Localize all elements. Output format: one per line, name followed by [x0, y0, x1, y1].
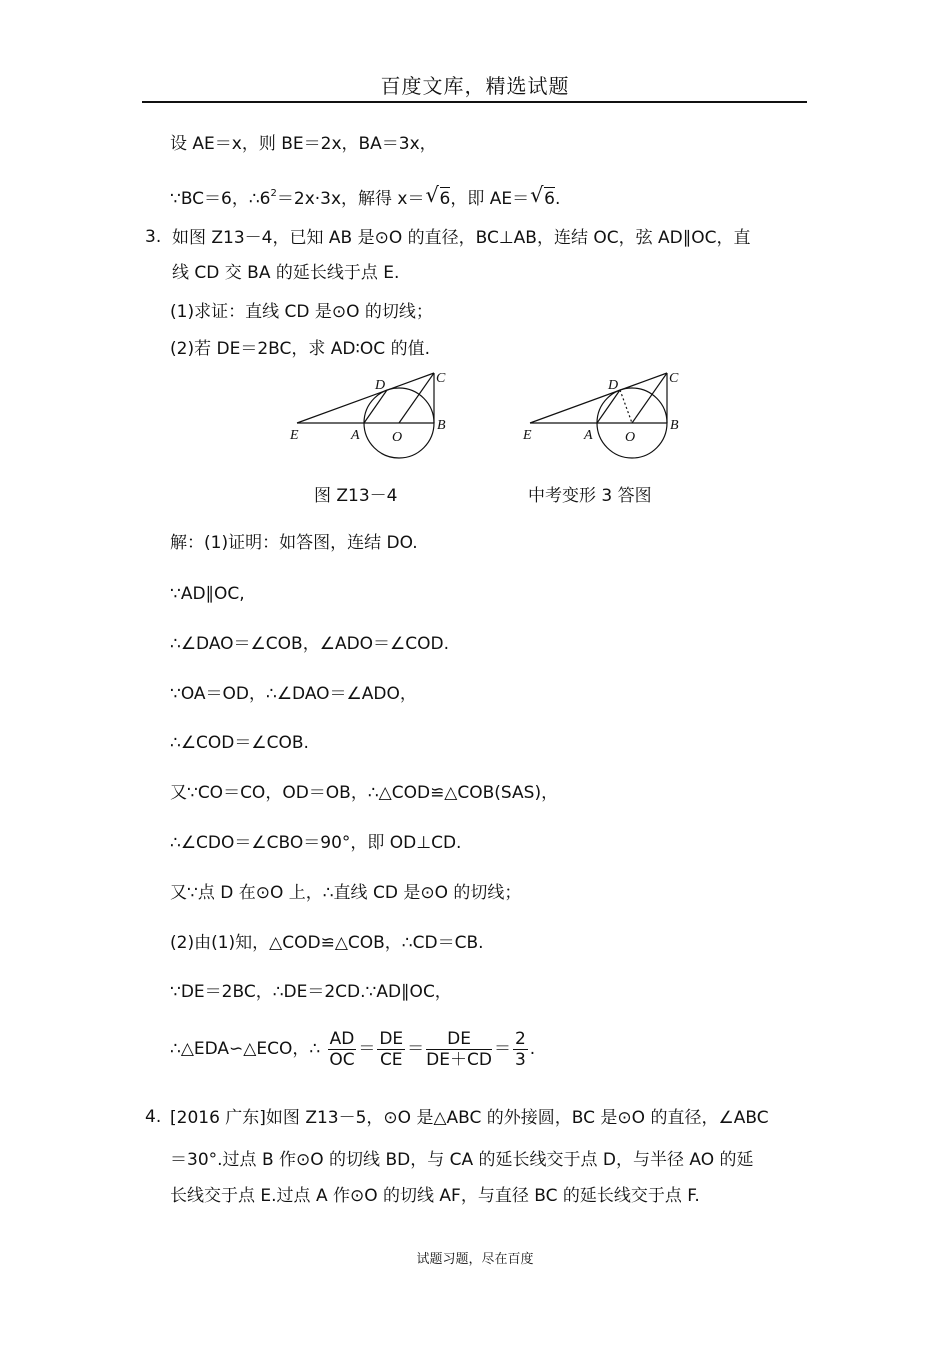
question-4-text-line1: [2016 广东]如图 Z13－5，⊙O 是△ABC 的外接圆，BC 是⊙O 的直径，∠ABC — [170, 1108, 769, 1128]
segment-oc — [632, 373, 667, 423]
solution-line-2: ∵AD∥OC, — [170, 584, 245, 604]
label-a: A — [584, 428, 593, 443]
equals: ＝ — [358, 1039, 376, 1059]
fraction-de-ce — [377, 1029, 405, 1070]
label-c: C — [669, 371, 679, 386]
figure-caption-1: 图 Z13－4 — [314, 486, 398, 506]
question-3-part2: (2)若 DE＝2BC，求 AD∶OC 的值. — [170, 339, 430, 359]
fraction-de-sum — [426, 1029, 492, 1070]
solution-line-3: ∴∠DAO＝∠COB，∠ADO＝∠COD. — [170, 634, 450, 654]
equals: ＝ — [493, 1039, 511, 1059]
equals: ＝ — [407, 1039, 425, 1059]
solution-line-1: 解：(1)证明：如答图，连结 DO. — [170, 533, 418, 553]
radicand: 6 — [439, 189, 451, 209]
label-d: D — [375, 378, 386, 393]
line-ec — [530, 373, 667, 423]
line-ec — [297, 373, 434, 423]
radicand: 6 — [544, 189, 555, 209]
label-c: C — [436, 371, 446, 386]
label-o: O — [625, 430, 636, 445]
geometry-figure-answer — [518, 365, 688, 470]
denominator: DE＋CD — [426, 1049, 492, 1070]
question-4-text-line2: ＝30°.过点 B 作⊙O 的切线 BD，与 CA 的延长线交于点 D，与半径 AO 的延 — [170, 1150, 754, 1170]
question-number-3: 3. — [145, 227, 162, 247]
label-b: B — [670, 418, 679, 433]
superscript: 2 — [270, 188, 277, 199]
text-span: . — [529, 1039, 536, 1059]
text-line-ae: 设 AE＝x，则 BE＝2x，BA＝3x， — [170, 134, 437, 154]
label-d: D — [608, 378, 619, 393]
question-number-4: 4. — [145, 1107, 162, 1127]
fraction-2-3 — [513, 1029, 528, 1070]
numerator: DE — [379, 1028, 404, 1049]
text-span: ∴△EDA∽△ECO，∴ — [170, 1039, 321, 1059]
fraction-ad-oc — [328, 1029, 357, 1070]
text-span: ＝2x·3x，解得 x＝ — [276, 189, 425, 209]
sqrt-symbol — [531, 188, 555, 210]
solution-line-10: ∵DE＝2BC，∴DE＝2CD.∵AD∥OC， — [170, 982, 452, 1002]
label-e: E — [523, 428, 532, 443]
denominator: CE — [379, 1049, 403, 1070]
question-4-text-line3: 长线交于点 E.过点 A 作⊙O 的切线 AF，与直径 BC 的延长线交于点 F. — [170, 1186, 700, 1206]
numerator: 2 — [514, 1028, 526, 1049]
text-line-bc — [170, 183, 560, 210]
solution-line-11 — [170, 1027, 535, 1071]
solution-line-6: 又∵CO＝CO，OD＝OB，∴△COD≌△COB(SAS)， — [170, 783, 559, 803]
denominator: OC — [329, 1049, 355, 1070]
numerator: DE — [426, 1029, 492, 1050]
page-header-title: 百度文库，精选试题 — [380, 74, 570, 98]
header-divider — [142, 101, 807, 103]
solution-line-8: 又∵点 D 在⊙O 上，∴直线 CD 是⊙O 的切线； — [170, 883, 522, 903]
label-o: O — [392, 430, 403, 445]
geometry-figure-z13-4 — [285, 365, 455, 470]
denominator: 3 — [514, 1049, 526, 1070]
figure-caption-2: 中考变形 3 答图 — [528, 486, 652, 506]
segment-oc — [399, 373, 434, 423]
text-span: ∵BC＝6，∴6 — [170, 189, 271, 209]
sqrt-symbol — [427, 188, 451, 210]
solution-line-5: ∴∠COD＝∠COB. — [170, 733, 309, 753]
label-e: E — [290, 428, 299, 443]
label-a: A — [351, 428, 360, 443]
text-span: ，即 AE＝ — [450, 189, 530, 209]
dashed-segment-do — [620, 390, 632, 423]
question-3-text-line1: 如图 Z13－4，已知 AB 是⊙O 的直径，BC⊥AB，连结 OC，弦 AD∥OC，直 — [172, 228, 751, 248]
numerator: AD — [329, 1028, 355, 1049]
question-3-part1: (1)求证：直线 CD 是⊙O 的切线； — [170, 302, 433, 322]
text-span: . — [554, 189, 561, 209]
solution-line-7: ∴∠CDO＝∠CBO＝90°，即 OD⊥CD. — [170, 833, 462, 853]
label-b: B — [437, 418, 446, 433]
solution-line-4: ∵OA＝OD，∴∠DAO＝∠ADO， — [170, 684, 417, 704]
question-3-text-line2: 线 CD 交 BA 的延长线于点 E. — [172, 263, 400, 283]
page-footer: 试题习题，尽在百度 — [416, 1252, 534, 1267]
solution-line-9: (2)由(1)知，△COD≌△COB，∴CD＝CB. — [170, 933, 484, 953]
